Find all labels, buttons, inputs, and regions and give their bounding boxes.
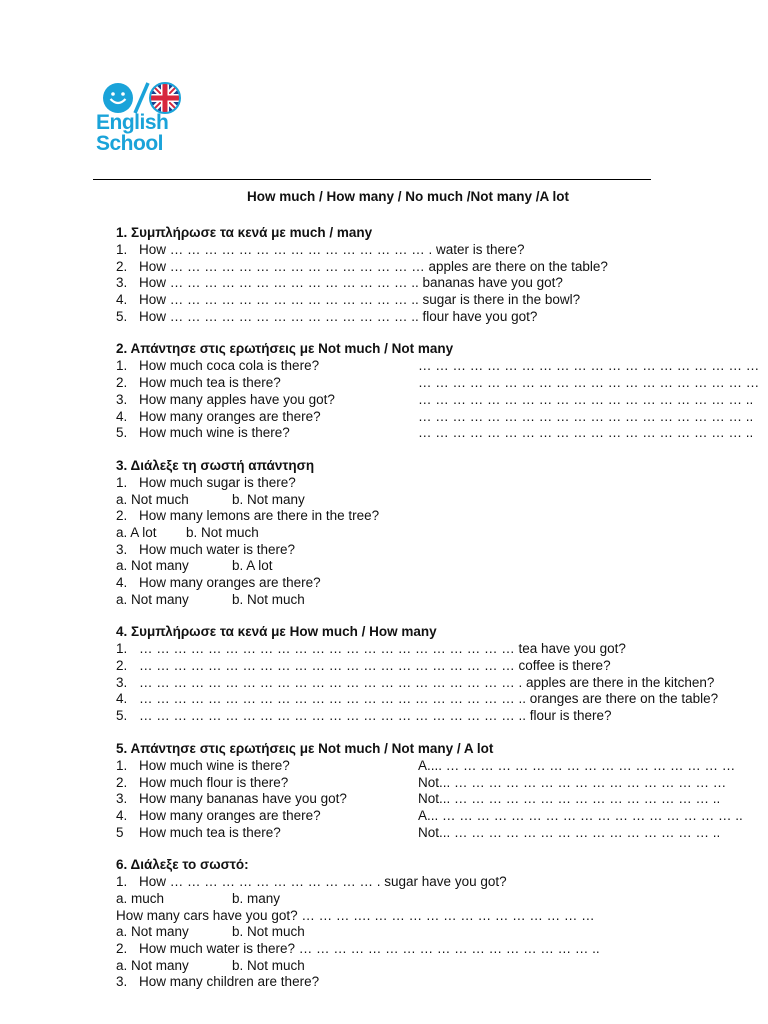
worksheet-title: How much / How many / No much /Not many /A lot: [246, 189, 570, 204]
option-a: a. Not much: [116, 491, 189, 507]
option-b: b. Not much: [186, 524, 259, 540]
exercise-6-question: [116, 874, 756, 891]
worksheet-body: [116, 224, 760, 991]
item-question: How many cars have you got? … … … …. … … … … … … … … … … … … …: [116, 907, 595, 923]
option-b: b. A lot: [232, 558, 273, 574]
item-question: How much wine is there?: [139, 757, 290, 773]
exercise-3-question: [116, 542, 756, 559]
logo-text: [96, 112, 168, 154]
exercise-1-item: [116, 309, 756, 326]
item-number: 1.: [116, 474, 128, 490]
exercise-4-item: [116, 708, 756, 725]
item-text: How … … … … … … … … … … … … … … .. bananas have you got?: [139, 275, 563, 291]
exercise-3-options: [116, 592, 756, 609]
item-question: How many oranges are there?: [139, 575, 321, 590]
logo-line2: School: [96, 132, 164, 155]
item-question: How much water is there? … … … … … … … … … … … … … … … … … ..: [139, 941, 600, 956]
answer-blank: Not... … … … … … … … … … … … … … … … …: [418, 774, 727, 790]
item-text: How … … … … … … … … … … … … … … … . water is there?: [139, 242, 525, 257]
item-question: How much coca cola is there?: [139, 358, 320, 374]
exercise-6-options: [116, 958, 756, 975]
exercise-5-item: [116, 825, 756, 842]
item-question: How much water is there?: [139, 541, 296, 557]
exercise-3-question: [116, 475, 756, 492]
english-school-logo: [93, 72, 187, 158]
exercise-4-item: [116, 641, 756, 658]
item-question: How many lemons are there in the tree?: [139, 508, 380, 524]
exercise-5-heading: 5. Απάντησε στις ερωτήσεις με Not much / Not many / A lot: [116, 740, 494, 756]
option-a: a. Not many: [116, 924, 189, 940]
item-text: … … … … … … … … … … … … … … … … … … … … … … coffee is there?: [139, 658, 611, 674]
item-text: … … … … … … … … … … … … … … … … … … … … … … .. flour is there?: [139, 708, 612, 724]
item-question: How … … … … … … … … … … … … . sugar have you got?: [139, 874, 507, 890]
option-a: a. Not many: [116, 957, 189, 973]
header-rule: [93, 179, 651, 180]
option-a: a. Not many: [116, 591, 189, 607]
exercise-1-heading: 1. Συμπλήρωσε τα κενά με much / many: [116, 225, 373, 240]
exercise-4-item: [116, 658, 756, 675]
option-b: b. many: [232, 890, 281, 906]
answer-blank: … … … … … … … … … … … … … … … … … … … …: [418, 358, 760, 374]
item-text: How … … … … … … … … … … … … … … .. flour have you got?: [139, 308, 538, 324]
item-number: 3.: [116, 974, 128, 990]
exercise-3-options: [116, 558, 756, 575]
item-number: 5.: [116, 308, 128, 324]
exercise-1-item: [116, 275, 756, 292]
answer-blank: … … … … … … … … … … … … … … … … … … … ..: [418, 391, 754, 407]
item-question: How much tea is there?: [139, 375, 281, 391]
exercise-4-item: [116, 675, 756, 692]
item-number: 5.: [116, 708, 128, 724]
exercise-6-options: [116, 924, 756, 941]
item-question: How many children are there?: [139, 974, 320, 990]
option-a: a. much: [116, 890, 165, 906]
item-number: 5: [116, 824, 124, 840]
item-number: 1.: [116, 874, 128, 890]
exercise-1-item: [116, 259, 756, 276]
exercise-6-options: [116, 891, 756, 908]
exercise-6-heading: 6. Διάλεξε το σωστό:: [116, 857, 249, 873]
exercise-2-item: [116, 425, 756, 442]
exercise-1-item: [116, 292, 756, 309]
exercise-5-item: [116, 758, 756, 775]
item-question: How many apples have you got?: [139, 391, 335, 407]
item-number: 3.: [116, 674, 128, 690]
exercise-5-item: [116, 791, 756, 808]
item-number: 2.: [116, 774, 128, 790]
item-number: 2.: [116, 941, 128, 956]
item-number: 3.: [116, 541, 128, 557]
item-question: How much flour is there?: [139, 774, 289, 790]
answer-blank: … … … … … … … … … … … … … … … … … … … ..: [418, 425, 754, 441]
answer-blank: … … … … … … … … … … … … … … … … … … … …: [418, 375, 760, 391]
item-number: 4.: [116, 575, 128, 590]
item-number: 1.: [116, 242, 128, 257]
item-question: How much wine is there?: [139, 425, 290, 441]
exercise-2-item: [116, 358, 760, 375]
exercise-5-item: [116, 808, 756, 825]
item-number: 2.: [116, 258, 128, 274]
option-a: a. Not many: [116, 558, 189, 574]
item-text: How … … … … … … … … … … … … … … … apples are there on the table?: [139, 258, 608, 274]
exercise-4-heading: 4. Συμπλήρωσε τα κενά με How much / How many: [116, 624, 437, 640]
option-b: b. Not much: [232, 924, 305, 940]
answer-blank: … … … … … … … … … … … … … … … … … … … ..: [418, 408, 754, 424]
option-b: b. Not much: [232, 957, 305, 973]
item-question: How many oranges are there?: [139, 807, 321, 823]
option-a: a. A lot: [116, 524, 157, 540]
exercise-2-heading: 2. Απάντησε στις ερωτήσεις με Not much / Not many: [116, 341, 454, 357]
exercise-3-question: [116, 575, 756, 592]
logo-line1: English: [96, 111, 169, 134]
item-question: How many oranges are there?: [139, 408, 321, 424]
exercise-6-question: [116, 974, 756, 991]
exercise-2-item: [116, 409, 756, 426]
exercise-6-question: [116, 941, 756, 958]
option-b: b. Not many: [232, 491, 305, 507]
item-number: 2.: [116, 658, 128, 674]
option-b: b. Not much: [232, 591, 305, 607]
item-number: 4.: [116, 691, 128, 707]
item-text: … … … … … … … … … … … … … … … … … … … … … … .. oranges are there on the table?: [139, 691, 719, 707]
item-question: How much tea is there?: [139, 824, 281, 840]
exercise-3-question: [116, 508, 756, 525]
answer-blank: A... … … … … … … … … … … … … … … … … … ..: [418, 807, 743, 823]
exercise-3-options: [116, 492, 756, 509]
item-question: How much sugar is there?: [139, 474, 296, 490]
item-number: 3.: [116, 391, 128, 407]
item-text: … … … … … … … … … … … … … … … … … … … … … … . apples are there in the kitchen?: [139, 674, 715, 690]
item-number: 1.: [116, 641, 128, 657]
exercise-4-item: [116, 691, 756, 708]
item-number: 4.: [116, 408, 128, 424]
item-number: 1.: [116, 358, 128, 374]
item-number: 2.: [116, 375, 128, 391]
item-text: How … … … … … … … … … … … … … … .. sugar is there in the bowl?: [139, 292, 581, 308]
item-number: 3.: [116, 275, 128, 291]
item-number: 2.: [116, 508, 128, 524]
item-text: … … … … … … … … … … … … … … … … … … … … … … tea have you got?: [139, 641, 626, 657]
item-number: 4.: [116, 292, 128, 308]
answer-blank: Not... … … … … … … … … … … … … … … … ..: [418, 791, 721, 807]
exercise-6-question: [116, 908, 756, 925]
item-number: 3.: [116, 791, 128, 807]
exercise-2-item: [116, 375, 760, 392]
answer-blank: Not... … … … … … … … … … … … … … … … ..: [418, 824, 721, 840]
exercise-2-item: [116, 392, 756, 409]
item-number: 1.: [116, 757, 128, 773]
answer-blank: A.... … … … … … … … … … … … … … … … … …: [418, 757, 736, 773]
exercise-3-heading: 3. Διάλεξε τη σωστή απάντηση: [116, 457, 315, 473]
item-number: 5.: [116, 425, 128, 441]
exercise-1-item: [116, 242, 756, 259]
item-question: How many bananas have you got?: [139, 791, 347, 807]
item-number: 4.: [116, 807, 128, 823]
exercise-3-options: [116, 525, 756, 542]
exercise-5-item: [116, 775, 756, 792]
